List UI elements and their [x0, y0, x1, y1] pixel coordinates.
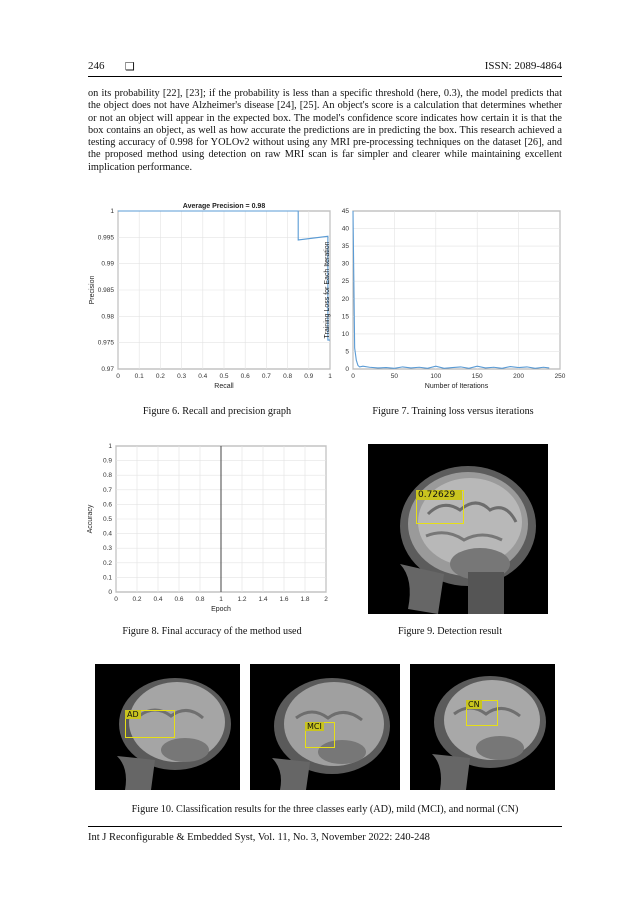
- x-axis-label: Recall: [214, 383, 234, 390]
- footer-rule: [88, 826, 562, 827]
- x-tick-label: 0.9: [304, 373, 314, 380]
- x-tick-label: 0.3: [177, 373, 187, 380]
- footer-citation: Int J Reconfigurable & Embedded Syst, Vol. 11, No. 3, November 2022: 240-248: [88, 832, 430, 843]
- x-axis-label: Number of Iterations: [424, 383, 489, 390]
- x-tick-label: 1: [328, 373, 332, 380]
- figure-9-mri-image: [368, 444, 548, 614]
- y-tick-label: 0.985: [97, 287, 114, 294]
- x-tick-label: 200: [513, 373, 525, 380]
- page-number: 246: [88, 60, 105, 72]
- y-tick-label: 40: [341, 225, 349, 233]
- y-axis-label: Accuracy: [87, 504, 94, 534]
- x-tick-label: 0.4: [153, 596, 163, 603]
- header-rule: [88, 76, 562, 77]
- mri-scan-illustration: [410, 664, 555, 790]
- x-tick-label: 150: [471, 373, 483, 380]
- figure-10-mri-cn: [410, 664, 555, 790]
- class-label-cn: CN: [468, 700, 480, 709]
- x-tick-label: 0: [116, 373, 120, 380]
- x-tick-label: 0.4: [198, 373, 208, 380]
- x-tick-label: 1.4: [258, 596, 268, 603]
- x-tick-label: 1: [219, 596, 223, 603]
- figure-7-caption: Figure 7. Training loss versus iterations: [372, 406, 534, 417]
- y-tick-label: 0.975: [97, 339, 114, 347]
- y-tick-label: 0.99: [101, 260, 114, 268]
- body-paragraph: on its probability [22], [23]; if the probability is less than a specific threshold (here, 0.3), the model predicts that the object does not have Alzheimer's disease [24], [25]. An object's score is a calculation that determines whether or not an object will appear in the expected box. The model's confidence score indicates how certain it is that the box contains an object, as well as how accurate the predictions are in predicting the box. This research achieved a testing accuracy of 0.998 for YOLOv2 without using any MRI pre-processing techniques on the dataset [26], and the proposed method using detection on raw MRI scan is far simpler and clearer while maintaining excellent implication performance.: [88, 88, 562, 173]
- y-tick-label: 0.995: [97, 234, 114, 242]
- figure-6-caption: Figure 6. Recall and precision graph: [142, 406, 292, 417]
- y-tick-label: 0.8: [102, 472, 112, 480]
- y-tick-label: 5: [345, 348, 349, 356]
- x-tick-label: 0.8: [195, 596, 205, 603]
- x-tick-label: 100: [430, 373, 442, 380]
- y-tick-label: 1: [108, 443, 112, 450]
- y-tick-label: 15: [341, 313, 349, 321]
- y-tick-label: 25: [341, 278, 349, 286]
- x-tick-label: 0.1: [134, 373, 144, 380]
- header-glyph: ❑: [125, 60, 135, 73]
- y-axis-label: Training Loss for Each Iteration: [324, 241, 331, 339]
- figure-8-caption: Figure 8. Final accuracy of the method used: [122, 626, 302, 637]
- figure-10-mri-ad: [95, 664, 240, 790]
- y-tick-label: 0.6: [102, 501, 112, 509]
- y-tick-label: 0.9: [102, 457, 112, 465]
- x-tick-label: 0: [114, 596, 118, 603]
- detection-score-label: 0.72629: [416, 490, 462, 500]
- x-tick-label: 1.8: [300, 596, 310, 603]
- y-tick-label: 0.3: [102, 545, 112, 553]
- x-tick-label: 0: [351, 373, 355, 380]
- figure-8-accuracy-chart: [88, 438, 346, 618]
- x-tick-label: 250: [554, 373, 566, 380]
- issn: ISSN: 2089-4864: [484, 60, 562, 72]
- x-tick-label: 0.6: [174, 596, 184, 603]
- y-tick-label: 0.2: [102, 559, 112, 567]
- chart-title: Average Precision = 0.98: [182, 203, 266, 210]
- x-tick-label: 0.8: [283, 373, 293, 380]
- x-tick-label: 0.7: [261, 373, 271, 380]
- y-tick-label: 0.4: [102, 530, 112, 538]
- y-tick-label: 20: [341, 295, 349, 303]
- mri-scan-illustration: [368, 444, 548, 614]
- y-tick-label: 0.98: [101, 313, 114, 321]
- x-axis-label: Epoch: [211, 606, 231, 613]
- x-tick-label: 0.5: [219, 373, 229, 380]
- y-tick-label: 35: [341, 243, 349, 251]
- y-tick-label: 0.7: [102, 486, 112, 494]
- y-tick-label: 0.5: [102, 516, 112, 523]
- x-tick-label: 50: [390, 373, 399, 380]
- y-axis-label: Precision: [89, 275, 96, 305]
- figure-10-caption: Figure 10. Classification results for the three classes early (AD), mild (MCI), and normal (CN): [131, 804, 519, 815]
- y-tick-label: 30: [341, 260, 349, 268]
- y-tick-label: 0: [108, 589, 112, 596]
- class-label-ad: AD: [127, 710, 139, 719]
- y-tick-label: 0.97: [101, 366, 114, 373]
- x-tick-label: 0.2: [155, 373, 165, 380]
- figure-9-caption: Figure 9. Detection result: [397, 626, 503, 637]
- plot-area: [353, 211, 560, 369]
- y-tick-label: 0.1: [102, 574, 112, 582]
- x-tick-label: 1.6: [279, 596, 289, 603]
- x-tick-label: 0.6: [240, 373, 250, 380]
- y-tick-label: 45: [341, 208, 349, 215]
- y-tick-label: 10: [341, 330, 349, 338]
- y-tick-label: 0: [345, 366, 349, 373]
- y-tick-label: 1: [110, 208, 114, 215]
- x-tick-label: 0.2: [132, 596, 142, 603]
- x-tick-label: 2: [324, 596, 328, 603]
- figure-10-mri-mci: [250, 664, 400, 790]
- figure-7-training-loss-chart: [324, 200, 568, 395]
- class-label-mci: MCI: [307, 722, 322, 731]
- figure-6-precision-recall-chart: [88, 200, 340, 395]
- x-tick-label: 1.2: [237, 596, 247, 603]
